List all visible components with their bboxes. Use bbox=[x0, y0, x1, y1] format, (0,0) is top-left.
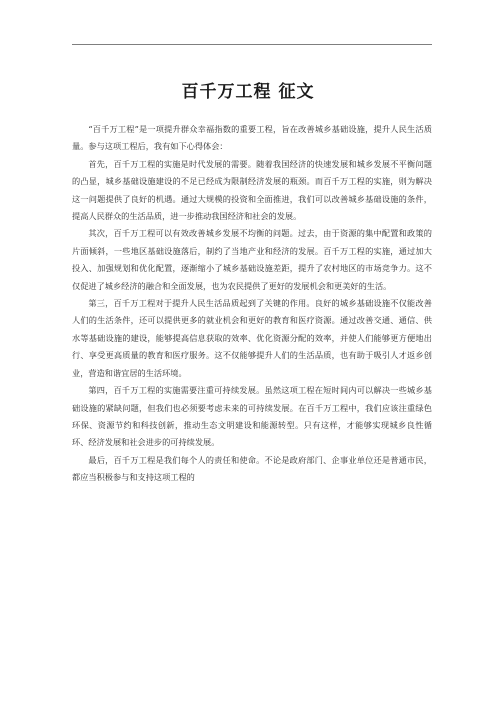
header-rule bbox=[72, 44, 432, 45]
paragraph-second: 其次，百千万工程可以有效改善城乡发展不均衡的问题。过去，由于资源的集中配置和政策的片面倾斜，一些地区基础设施落后，制约了当地产业和经济的发展。百千万工程的实施，通过加大投入、加强规划和优化配置，逐渐缩小了城乡基础设施差距，提升了农村地区的市场竞争力。这不仅促进了城乡经济的融合和全面发展，也为农民提供了更好的发展机会和更美好的生活。 bbox=[72, 228, 432, 291]
paragraph-intro: “百千万工程”是一项提升群众幸福指数的重要工程，旨在改善城乡基础设施，提升人民生活质量。参与这项工程后，我有如下心得体会： bbox=[72, 124, 432, 152]
document-body bbox=[72, 121, 432, 487]
paragraph-first: 首先，百千万工程的实施是时代发展的需要。随着我国经济的快速发展和城乡发展不平衡问题的凸显，城乡基础设施建设的不足已经成为限制经济发展的瓶颈。而百千万工程的实施，则为解决这一问题提供了良好的机遇。通过大规模的投资和全面推进，我们可以改善城乡基础设施的条件，提高人民群众的生活品质，进一步推动我国经济和社会的发展。 bbox=[72, 158, 432, 222]
page-title: 百千万工程 征文 bbox=[181, 82, 315, 102]
paragraph-last: 最后，百千万工程是我们每个人的责任和使命。不论是政府部门、企事业单位还是普通市民，都应当积极参与和支持这项工程的 bbox=[72, 454, 432, 483]
paragraph-third: 第三，百千万工程对于提升人民生活品质起到了关键的作用。良好的城乡基础设施不仅能改善人们的生活条件，还可以提供更多的就业机会和更好的教育和医疗资源。通过改善交通、通信、供水等基础设施的建设，能够提高信息获取的效率、优化资源分配的效率，并使人们能够更方便地出行、享受更高质量的教育和医疗服务。这不仅能够提升人们的生活品质，也有助于吸引人才返乡创业，营造和谐宜居的生活环境。 bbox=[72, 298, 432, 378]
paragraph-fourth: 第四，百千万工程的实施需要注重可持续发展。虽然这项工程在短时间内可以解决一些城乡基础设施的紧缺问题，但我们也必须要考虑未来的可持续发展。在百千万工程中，我们应该注重绿色环保、资源节约和科技创新，推动生态文明建设和能源转型。只有这样，才能够实现城乡良性循环、经济发展和社会进步的可持续发展。 bbox=[72, 385, 432, 448]
